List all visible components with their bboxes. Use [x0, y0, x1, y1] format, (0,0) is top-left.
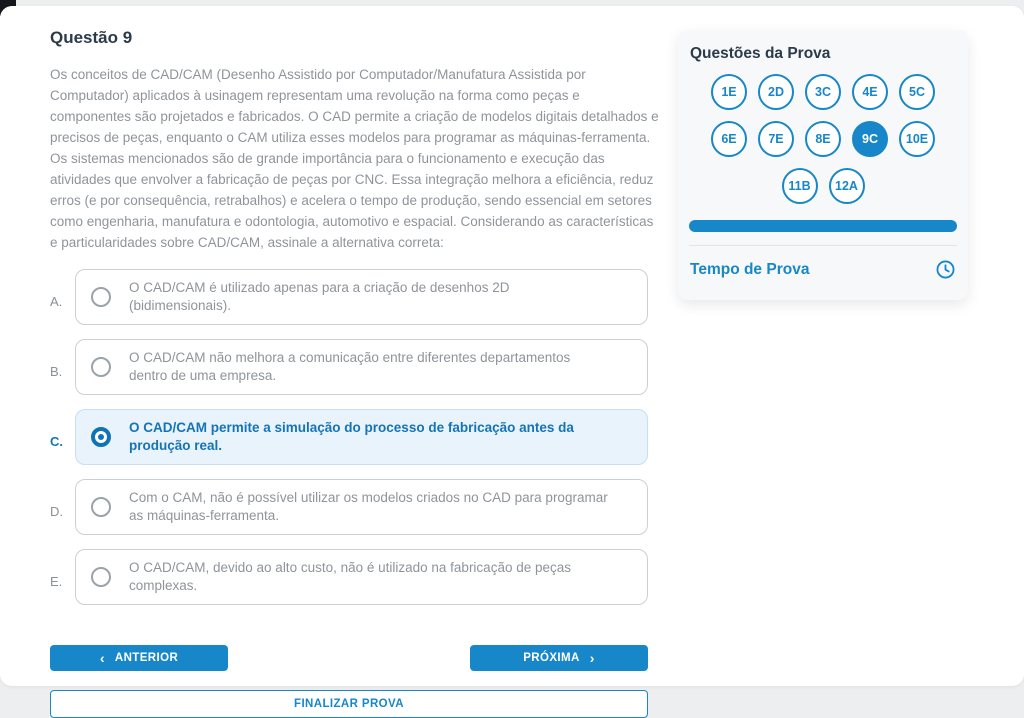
previous-button[interactable] [50, 645, 228, 671]
question-bubble[interactable]: 9C [852, 121, 888, 157]
option-box[interactable] [75, 269, 648, 325]
option-text: Com o CAM, não é possível utilizar os modelos criados no CAD para programar as máquinas-ferramenta. [129, 490, 608, 523]
previous-button-label: ANTERIOR [114, 652, 179, 664]
question-bubble[interactable]: 11B [782, 168, 818, 204]
question-bubble[interactable]: 4E [852, 74, 888, 110]
answer-option-row [50, 409, 648, 465]
question-bubble[interactable]: 3C [805, 74, 841, 110]
finish-exam-button[interactable]: FINALIZAR PROVA [50, 690, 648, 718]
exam-page-card [0, 6, 1024, 710]
options-list [50, 269, 648, 605]
chevron-left-icon: ‹ [99, 649, 105, 666]
question-statement: Os conceitos de CAD/CAM (Desenho Assistido por Computador/Manufatura Assistida por Computador) aplicados à usinagem representam uma revolução na forma como peças e componentes são projetados e fabricados. O CAD permite a criação de modelos digitais detalhados e precisos de peças, enquanto o CAM utiliza esses modelos para programar as máquinas-ferramenta. Os sistemas mencionados são de grande importância para o funcionamento e execução das atividades que envolver a fabricação de peças por CNC. Essa integração melhora a eficiência, reduz erros (e por consequência, retrabalhos) e acelera o tempo de produção, sendo essencial em setores como engenharia, manufatura e odontologia, automotivo e espacial. Considerando as características e particularidades sobre CAD/CAM, assinale a alternativa correta: [50, 67, 659, 250]
exam-progress-bar [689, 220, 957, 232]
option-text: O CAD/CAM não melhora a comunicação entre diferentes departamentos dentro de uma empresa. [129, 350, 571, 383]
option-letter: E. [50, 573, 63, 589]
answer-option-row [50, 479, 648, 535]
radio-button[interactable] [91, 497, 111, 517]
question-bubble[interactable]: 1E [711, 74, 747, 110]
panel-divider [689, 245, 957, 246]
radio-button[interactable] [91, 567, 111, 587]
question-bubble[interactable]: 2D [758, 74, 794, 110]
timer-label: Tempo de Prova [690, 260, 810, 278]
option-letter: D. [50, 503, 63, 519]
radio-button[interactable] [91, 287, 111, 307]
option-letter: C. [50, 433, 63, 449]
option-text: O CAD/CAM permite a simulação do processo de fabricação antes da produção real. [129, 420, 574, 453]
answer-option-row [50, 269, 648, 325]
option-text: O CAD/CAM, devido ao alto custo, não é utilizado na fabricação de peças complexas. [129, 560, 571, 593]
question-bubble[interactable]: 10E [899, 121, 935, 157]
next-button[interactable] [470, 645, 648, 671]
option-box[interactable] [75, 549, 648, 605]
question-bubble[interactable]: 8E [805, 121, 841, 157]
answer-option-row [50, 339, 648, 395]
radio-button[interactable] [91, 427, 111, 447]
answer-option-row [50, 549, 648, 605]
clock-icon[interactable] [935, 259, 956, 280]
exam-timer-row [689, 259, 957, 280]
question-bubble[interactable]: 12A [829, 168, 865, 204]
panel-title: Questões da Prova [690, 45, 831, 62]
option-letter: A. [50, 293, 63, 309]
option-box[interactable] [75, 409, 648, 465]
option-box[interactable] [75, 339, 648, 395]
question-title: Questão 9 [50, 28, 133, 47]
chevron-right-icon: › [589, 649, 595, 666]
question-nav-row [50, 645, 648, 671]
question-area [50, 28, 659, 718]
question-bubble-grid [689, 74, 957, 204]
progress-bar-fill [689, 220, 957, 232]
option-letter: B. [50, 363, 63, 379]
exam-questions-panel [678, 30, 968, 300]
next-button-label: PRÓXIMA [523, 652, 580, 664]
option-text: O CAD/CAM é utilizado apenas para a criação de desenhos 2D (bidimensionais). [129, 280, 510, 313]
question-bubble[interactable]: 6E [711, 121, 747, 157]
question-bubble[interactable]: 7E [758, 121, 794, 157]
radio-button[interactable] [91, 357, 111, 377]
option-box[interactable] [75, 479, 648, 535]
question-bubble[interactable]: 5C [899, 74, 935, 110]
